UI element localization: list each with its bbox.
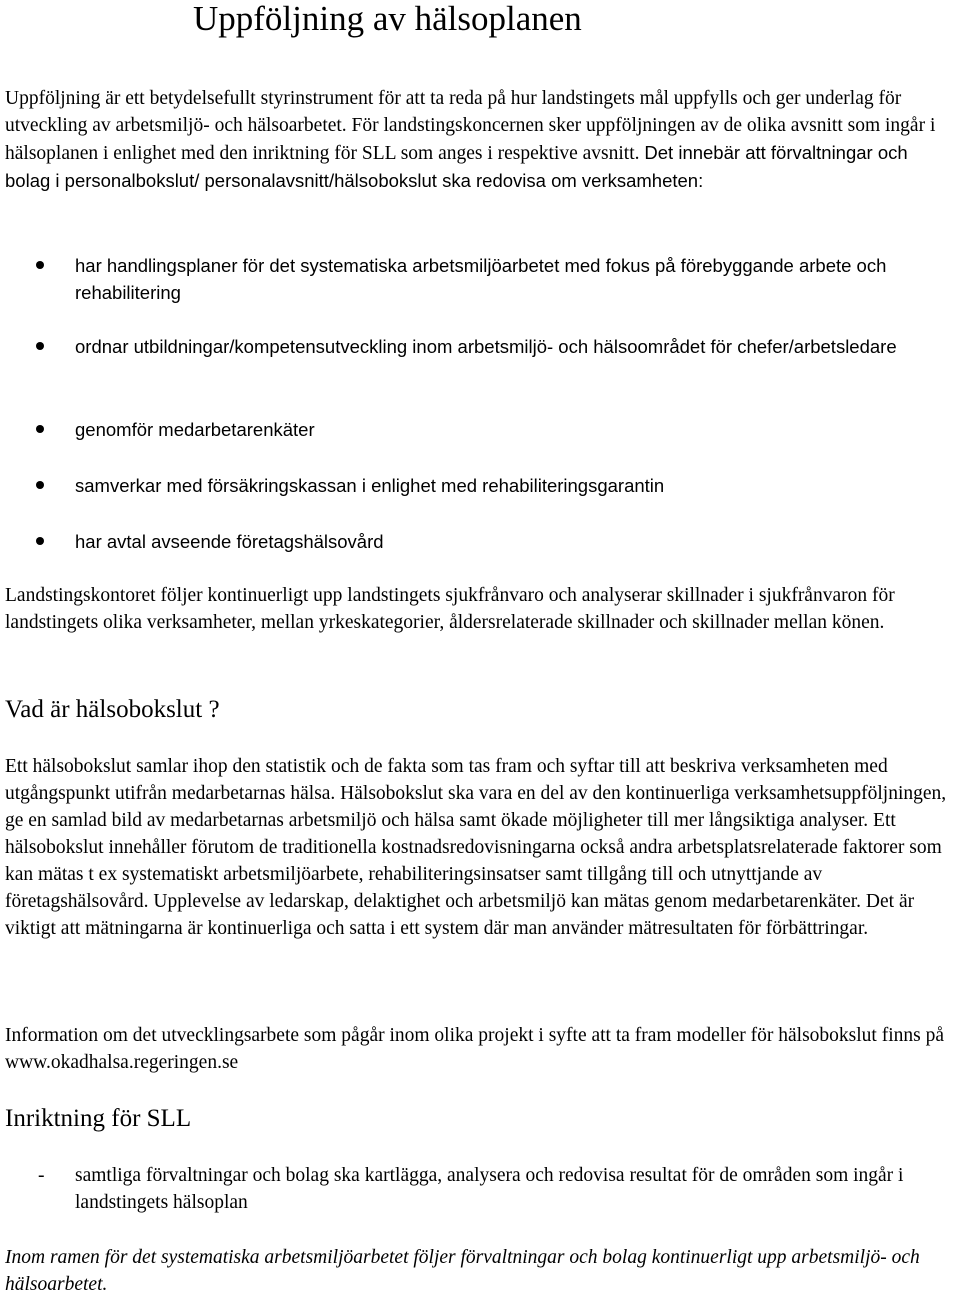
landsting-paragraph: Landstingskontoret följer kontinuerligt upp landstingets sjukfrånvaro och analyserar skillnader i sjukfrånvaron för landstingets olika verksamheter, mellan yrkeskategorier, åldersrelaterade skillnader och skillnader mellan könen. xyxy=(5,585,895,633)
list-item-text: samverkar med försäkringskassan i enlighet med rehabiliteringsgarantin xyxy=(75,475,665,496)
list-item-text: ordnar utbildningar/kompetensutveckling inom arbetsmiljö- och hälsoområdet för chefer/arbetsledare xyxy=(75,336,897,357)
bullet-icon xyxy=(36,342,44,350)
list-item-text: har handlingsplaner för det systematiska arbetsmiljöarbetet med fokus på förebyggande arbete och rehabilitering xyxy=(75,255,887,303)
list-item-text: har avtal avseende företagshälsovård xyxy=(75,531,384,552)
dash-bullet: - xyxy=(38,1165,45,1186)
page-title: Uppföljning av hälsoplanen xyxy=(193,0,582,38)
bullet-icon xyxy=(36,261,44,269)
halsobokslut-paragraph: Ett hälsobokslut samlar ihop den statistik och de fakta som tas fram och syftar till att beskriva verksamheten med utgångspunkt utifrån medarbetarnas hälsa. Hälsobokslut ska vara en del av den kontinuerliga verksamhetsuppföljningen, ge en samlad bild av medarbetarnas arbetsmiljö och hälsa samt ökade möjligheter till mer långsiktiga analyser. Ett hälsobokslut innehåller förutom de traditionella kostnadsredovisningarna också andra arbetsplatsrelaterade faktorer som kan mätas t ex systematiskt arbetsmiljöarbete, rehabiliteringsinsatser samt tillgång till och utnyttjande av företagshälsovård. Upplevelse av ledarskap, delaktighet och arbetsmiljö kan mätas genom medarbetarenkäter. Det är viktigt att mätningarna är kontinuerliga och satta i ett system där man använder mätresultaten för förbättringar. xyxy=(5,756,947,939)
info-paragraph: Information om det utvecklingsarbete som pågår inom olika projekt i syfte att ta fram modeller för hälsobokslut finns på www.okadhalsa.regeringen.se xyxy=(5,1025,945,1073)
section-heading-halsobokslut: Vad är hälsobokslut ? xyxy=(5,696,220,723)
bullet-icon xyxy=(36,425,44,433)
section-heading-inriktning: Inriktning för SLL xyxy=(5,1105,192,1132)
bullet-icon xyxy=(36,537,44,545)
list-item-text: samtliga förvaltningar och bolag ska kartlägga, analysera och redovisa resultat för de områden som ingår i landstingets hälsoplan xyxy=(75,1165,904,1213)
intro-text-part1: Uppföljning är ett betydelsefullt styrinstrument för att ta reda på hur landstingets mål uppfylls och ger underlag för utveckling av arbetsmiljö- och hälsoarbetet. För landstingskoncernen sker uppföljningen av de olika avsnitt som ingår i hälsoplanen i enlighet med den inriktning för SLL som anges i respektive avsnitt. xyxy=(5,88,936,164)
bullet-icon xyxy=(36,481,44,489)
list-item-text: genomför medarbetarenkäter xyxy=(75,419,315,440)
closing-paragraph: Inom ramen för det systematiska arbetsmiljöarbetet följer förvaltningar och bolag kontinuerligt upp arbetsmiljö- och hälsoarbetet. xyxy=(5,1247,920,1295)
intro-text-part2: Det innebär att förvaltningar och bolag i personalbokslut/ personalavsnitt/hälsobokslut ska redovisa om verksamheten: xyxy=(5,142,908,191)
intro-paragraph xyxy=(5,85,955,195)
